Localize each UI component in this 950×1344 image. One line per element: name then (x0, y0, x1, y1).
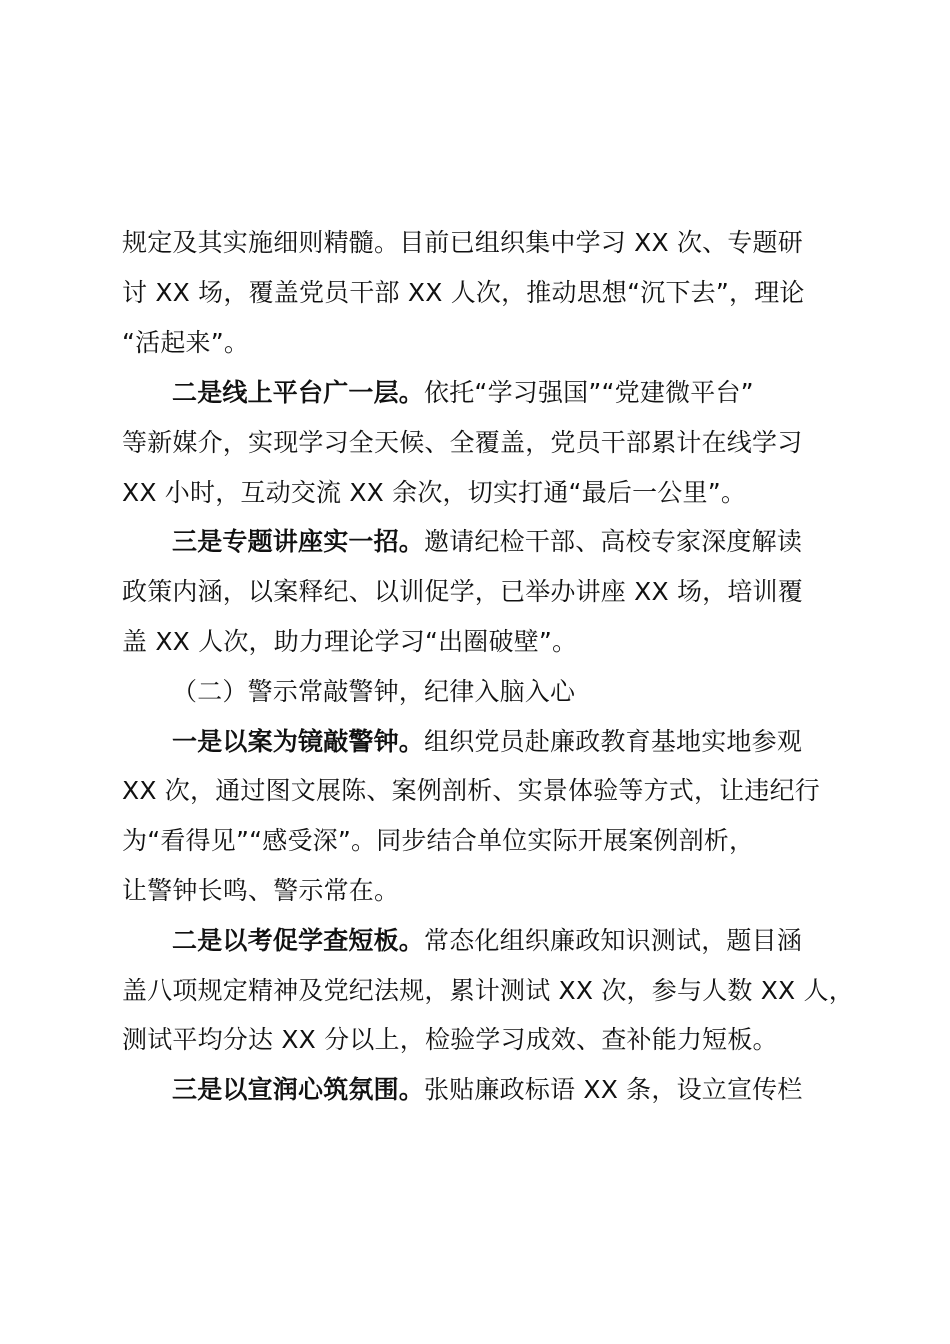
line-text: 等新媒介，实现学习全天候、全覆盖，党员干部累计在线学习 (122, 428, 803, 457)
paragraph-lead: 三是专题讲座实一招。 (172, 527, 425, 556)
paragraph-line (122, 766, 950, 816)
line-text: 常态化组织廉政知识测试，题目涵 (424, 926, 803, 955)
line-text: 组织党员赴廉政教育基地实地参观 (424, 727, 803, 756)
paragraph-line (122, 567, 950, 617)
line-text: 政策内涵，以案释纪、以训促学，已举办讲座 XX 场，培训覆 (122, 577, 803, 606)
line-text: XX 小时，互动交流 XX 余次，切实打通“最后一公里”。 (122, 478, 747, 507)
line-text: 盖八项规定精神及党纪法规，累计测试 XX 次，参与人数 XX 人， (122, 976, 854, 1005)
paragraph-first-line (172, 1065, 950, 1115)
line-text: “活起来”。 (122, 328, 250, 357)
paragraph-lead: 二是以考促学查短板。 (172, 926, 425, 955)
line-text: 邀请纪检干部、高校专家深度解读 (424, 527, 803, 556)
paragraph-first-line (172, 916, 950, 966)
paragraph-lead: 三是以宣润心筑氛围。 (172, 1075, 425, 1104)
section-heading-text: （二）警示常敲警钟，纪律入脑入心 (172, 677, 576, 706)
line-text: 盖 XX 人次，助力理论学习“出圈破壁”。 (122, 627, 578, 656)
paragraph-line (122, 218, 950, 268)
paragraph-first-line (172, 517, 950, 567)
paragraph-line (122, 1015, 950, 1065)
paragraph-line (122, 866, 950, 916)
paragraph-line (122, 318, 950, 368)
paragraph-line (122, 268, 950, 318)
line-text: 让警钟长鸣、警示常在。 (122, 876, 400, 905)
section-heading (172, 667, 950, 717)
paragraph-lead: 一是以案为镜敲警钟。 (172, 727, 425, 756)
paragraph-line (122, 617, 950, 667)
line-text: 张贴廉政标语 XX 条，设立宣传栏 (424, 1075, 803, 1104)
paragraph-line (122, 418, 950, 468)
line-text: 测试平均分达 XX 分以上，检验学习成效、查补能力短板。 (122, 1025, 778, 1054)
line-text: XX 次，通过图文展陈、案例剖析、实景体验等方式，让违纪行 (122, 776, 821, 805)
line-text: 为“看得见”“感受深”。同步结合单位实际开展案例剖析， (122, 826, 755, 855)
paragraph-line (122, 966, 950, 1016)
line-text: 依托“学习强国”“党建微平台” (424, 378, 754, 407)
paragraph-line (122, 468, 950, 518)
paragraph-first-line (172, 717, 950, 767)
paragraph-first-line (172, 368, 950, 418)
paragraph-lead: 二是线上平台广一层。 (172, 378, 425, 407)
line-text: 讨 XX 场，覆盖党员干部 XX 人次，推动思想“沉下去”，理论 (122, 278, 805, 307)
line-text: 规定及其实施细则精髓。目前已组织集中学习 XX 次、专题研 (122, 228, 803, 257)
paragraph-line (122, 816, 950, 866)
